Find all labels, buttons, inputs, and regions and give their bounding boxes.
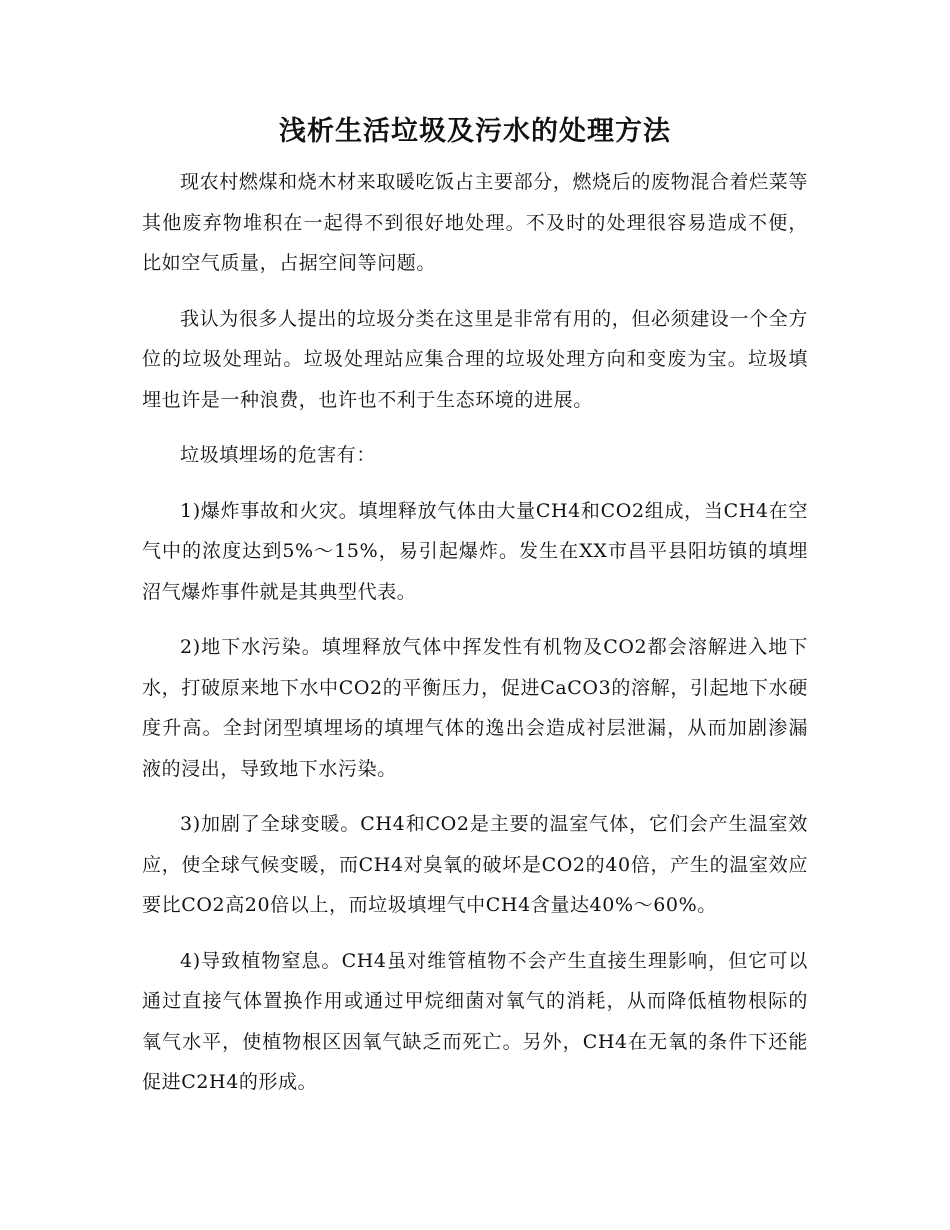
paragraph-hazard-explosion: 1)爆炸事故和火灾。填埋释放气体由大量CH4和CO2组成，当CH4在空气中的浓度达到5%～15%，易引起爆炸。发生在XX市昌平县阳坊镇的填埋沼气爆炸事件就是其典型代表。 [142,499,808,603]
paragraph-opinion: 我认为很多人提出的垃圾分类在这里是非常有用的，但必须建设一个全方位的垃圾处理站。垃圾处理站应集合理的垃圾处理方向和变废为宝。垃圾填埋也许是一种浪费，也许也不利于生态环境的进展。 [142,307,808,411]
document-body [142,162,808,1118]
paragraph-intro: 现农村燃煤和烧木材来取暖吃饭占主要部分，燃烧后的废物混合着烂菜等其他废弃物堆积在一起得不到很好地处理。不及时的处理很容易造成不便，比如空气质量，占据空间等问题。 [142,171,808,274]
paragraph-hazard-warming: 3)加剧了全球变暖。CH4和CO2是主要的温室气体，它们会产生温室效应，使全球气候变暖，而CH4对臭氧的破坏是CO2的40倍，产生的温室效应要比CO2高20倍以上，而垃圾填埋气中CH4含量达40%～60%。 [142,813,808,916]
paragraph-hazard-groundwater: 2)地下水污染。填埋释放气体中挥发性有机物及CO2都会溶解进入地下水，打破原来地下水中CO2的平衡压力，促进CaCO3的溶解，引起地下水硬度升高。全封闭型填埋场的填埋气体的逸出会造成衬层泄漏，从而加剧渗漏液的浸出，导致地下水污染。 [142,636,808,780]
document-title: 浅析生活垃圾及污水的处理方法 [279,116,671,147]
paragraph-hazard-plants: 4)导致植物窒息。CH4虽对维管植物不会产生直接生理影响，但它可以通过直接气体置换作用或通过甲烷细菌对氧气的消耗，从而降低植物根际的氧气水平，使植物根区因氧气缺乏而死亡。另外，CH4在无氧的条件下还能促进C2H4的形成。 [142,949,808,1093]
paragraph-hazards-heading: 垃圾填埋场的危害有： [180,444,377,466]
